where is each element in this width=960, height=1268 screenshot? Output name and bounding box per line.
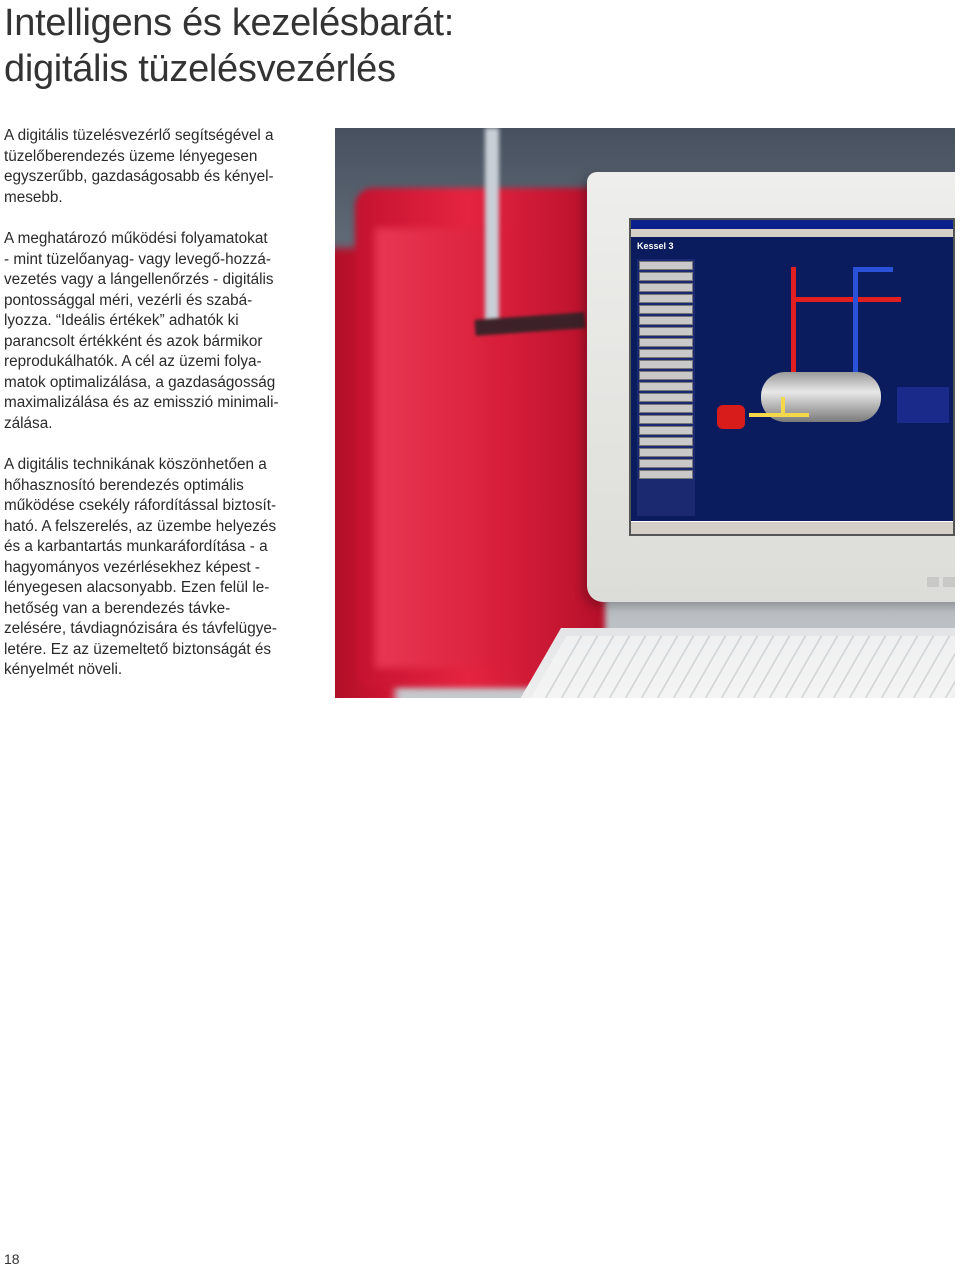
- text-line: és a karbantartás munkaráfordítása - a: [4, 538, 268, 555]
- computer-monitor: [587, 172, 955, 602]
- keyboard: [509, 628, 955, 698]
- paragraph-processes: [4, 229, 304, 434]
- text-line: tüzelőberendezés üzeme lényegesen: [4, 147, 258, 165]
- text-line: zálása.: [4, 414, 53, 432]
- text-line: maximalizálása és az emisszió minimali-: [4, 394, 279, 411]
- page-title: [4, 0, 454, 92]
- text-line: egyszerűbb, gazdaságosabb és kényel-: [4, 168, 274, 185]
- title-line-1: Intelligens és kezelésbarát:: [4, 2, 454, 44]
- text-line: matok optimalizálása, a gazdaságosság: [4, 373, 276, 391]
- title-line-2: digitális tüzelésvezérlés: [4, 48, 396, 90]
- burner-graphic: [717, 405, 745, 429]
- text-line: ható. A felszerelés, az üzembe helyezés: [4, 517, 277, 535]
- text-line: - mint tüzelőanyag- vagy levegő-hozzá-: [4, 250, 271, 268]
- text-line: A meghatározó működési folyamatokat: [4, 230, 268, 247]
- paragraph-intro: [4, 126, 304, 208]
- control-software-screen: [629, 218, 955, 536]
- text-line: lyozza. “Ideális értékek” adhatók ki: [4, 312, 239, 329]
- burner-and-monitor-photo: [335, 128, 955, 698]
- text-line: kényelmét növeli.: [4, 661, 123, 678]
- text-line: működése csekély ráfordítással biztosít-: [4, 497, 277, 514]
- text-line: pontossággal méri, vezérli és szabá-: [4, 291, 253, 309]
- text-line: A digitális technikának köszönhetően a: [4, 456, 267, 473]
- text-line: lényegesen alacsonyabb. Ezen felül le-: [4, 579, 270, 596]
- screen-taskbar: [631, 521, 953, 534]
- screen-sidebar: [637, 259, 695, 516]
- page-number: 18: [4, 1251, 20, 1267]
- text-line: reprodukálhatók. A cél az üzemi folya-: [4, 353, 262, 370]
- body-text-column: [4, 126, 304, 702]
- monitor-buttons: [927, 577, 955, 587]
- gas-pipe: [485, 128, 499, 328]
- text-line: hagyományos vezérlésekhez képest -: [4, 558, 260, 576]
- paragraph-digital-technology: [4, 455, 304, 681]
- screen-heading: Kessel 3: [637, 241, 695, 255]
- text-line: zelésére, távdiagnózisára és távfelügye-: [4, 620, 277, 637]
- text-line: mesebb.: [4, 188, 63, 206]
- text-line: parancsolt értékként és azok bármikor: [4, 332, 263, 350]
- text-line: hőhasznosító berendezés optimális: [4, 476, 244, 494]
- text-line: A digitális tüzelésvezérlő segítségével a: [4, 127, 274, 144]
- text-line: letére. Ez az üzemeltető biztonságát és: [4, 640, 271, 658]
- text-line: vezetés vagy a lángellenőrzés - digitális: [4, 271, 274, 288]
- text-line: hetőség van a berendezés távke-: [4, 599, 231, 617]
